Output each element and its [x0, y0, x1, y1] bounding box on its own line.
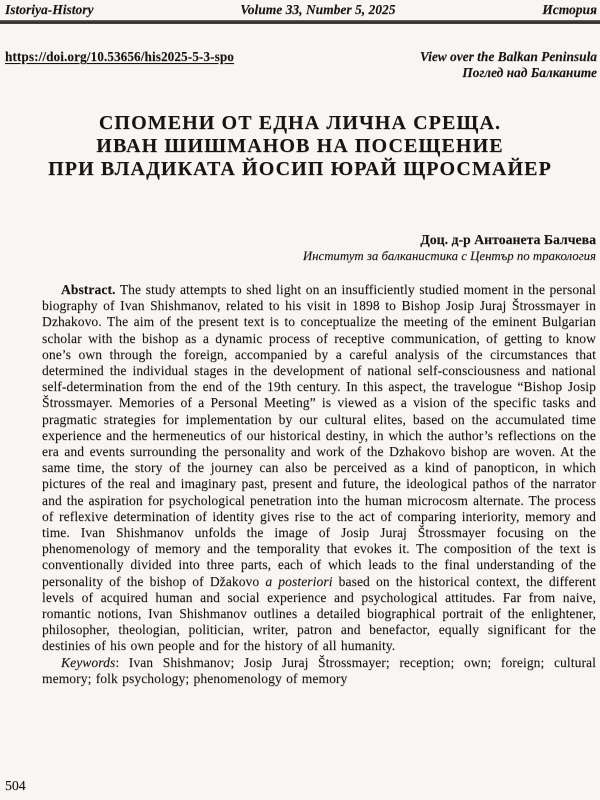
keywords-label: Keywords — [61, 654, 116, 670]
keywords-paragraph — [42, 655, 596, 687]
abstract-paragraph — [42, 282, 596, 655]
author-name: Доц. д-р Антоанета Балчева — [420, 232, 596, 247]
article-title-line-3: ПРИ ВЛАДИКАТА ЙОСИП ЮРАЙ ЩРОСМАЙЕР — [48, 158, 552, 180]
author-affiliation: Институт за балканистика с Център по тракология — [302, 249, 596, 263]
byline — [303, 233, 596, 264]
section-heading-en: View over the Balkan Peninsula — [419, 49, 597, 64]
page-number: 504 — [5, 778, 26, 793]
header-rule — [0, 20, 600, 24]
journal-name-cyrillic: История — [542, 2, 597, 17]
section-heading — [420, 49, 597, 80]
keywords-text: : Ivan Shishmanov; Josip Juraj Štrossmayer; reception; own; foreign; cultural memory; folk psychology; phenomenology of memory — [42, 654, 596, 686]
journal-name-latin: Istoriya-History — [5, 2, 94, 17]
issue-info: Volume 33, Number 5, 2025 — [240, 2, 396, 17]
article-title — [0, 112, 600, 181]
doi-link[interactable]: https://doi.org/10.53656/his2025-5-3-spo — [5, 49, 234, 64]
meta-row — [5, 49, 597, 80]
abstract-text: The study attempts to shed light on an insufficiently studied moment in the personal biography of Ivan Shishmanov, related to his visit in 1898 to Bishop Josip Juraj Štrossmayer in Dzhakovo. The aim of the present text is to conceptualize the meeting of the eminent Bulgarian scholar with the bishop as a dynamic process of receptive communication, of getting to know one’s own through the foreign, accompanied by a careful analysis of the circumstances that determined the individual stages in the development of national self-consciousness and national self-determination from the end of the 19th century. In this aspect, the travelogue “Bishop Josip Štrossmayer. Memories of a Personal Meeting” is viewed as a vision of the specific tasks and pragmatic strategies for implementation by our cultural elites, based on the accumulated time experience and the hermeneutics of our historical destiny, in which the author’s reflections on the era and events surrounding the personality and work of the Dzhakovo bishop are woven. At the same time, the story of the journey can also be perceived as a kind of panopticon, in which pictures of the real and imaginary past, present and future, the ideological pathos of the narrator and the aspiration for psychological penetration into the human microcosm alternate. The process of reflexive determination of identity gives rise to the act of comparing interiority, memory and time. Ivan Shishmanov unfolds the image of Josip Juraj Štrossmayer focusing on the phenomenology of memory and the temporality that evokes it. The composition of the text is conventionally divided into three parts, each of which leads to the final understanding of the personality of the bishop of Džakovo a posteriori based on the historical context, the different levels of acquired human and social experience and psychological attitudes. Far from naive, romantic notions, Ivan Shishmanov outlines a detailed biographical portrait of the enlightener, philosopher, theologian, politician, writer, patron and benefactor, equally significant for the destinies of his own people and for the history of all humanity. — [42, 282, 596, 654]
running-head — [5, 2, 597, 18]
abstract-label: Abstract. — [61, 282, 116, 297]
article-title-line-2: ИВАН ШИШМАНОВ НА ПОСЕЩЕНИЕ — [96, 135, 504, 157]
article-title-line-1: СПОМЕНИ ОТ ЕДНА ЛИЧНА СРЕЩА. — [98, 112, 502, 134]
abstract-block — [42, 282, 596, 687]
section-heading-bg: Поглед над Балканите — [462, 64, 597, 80]
